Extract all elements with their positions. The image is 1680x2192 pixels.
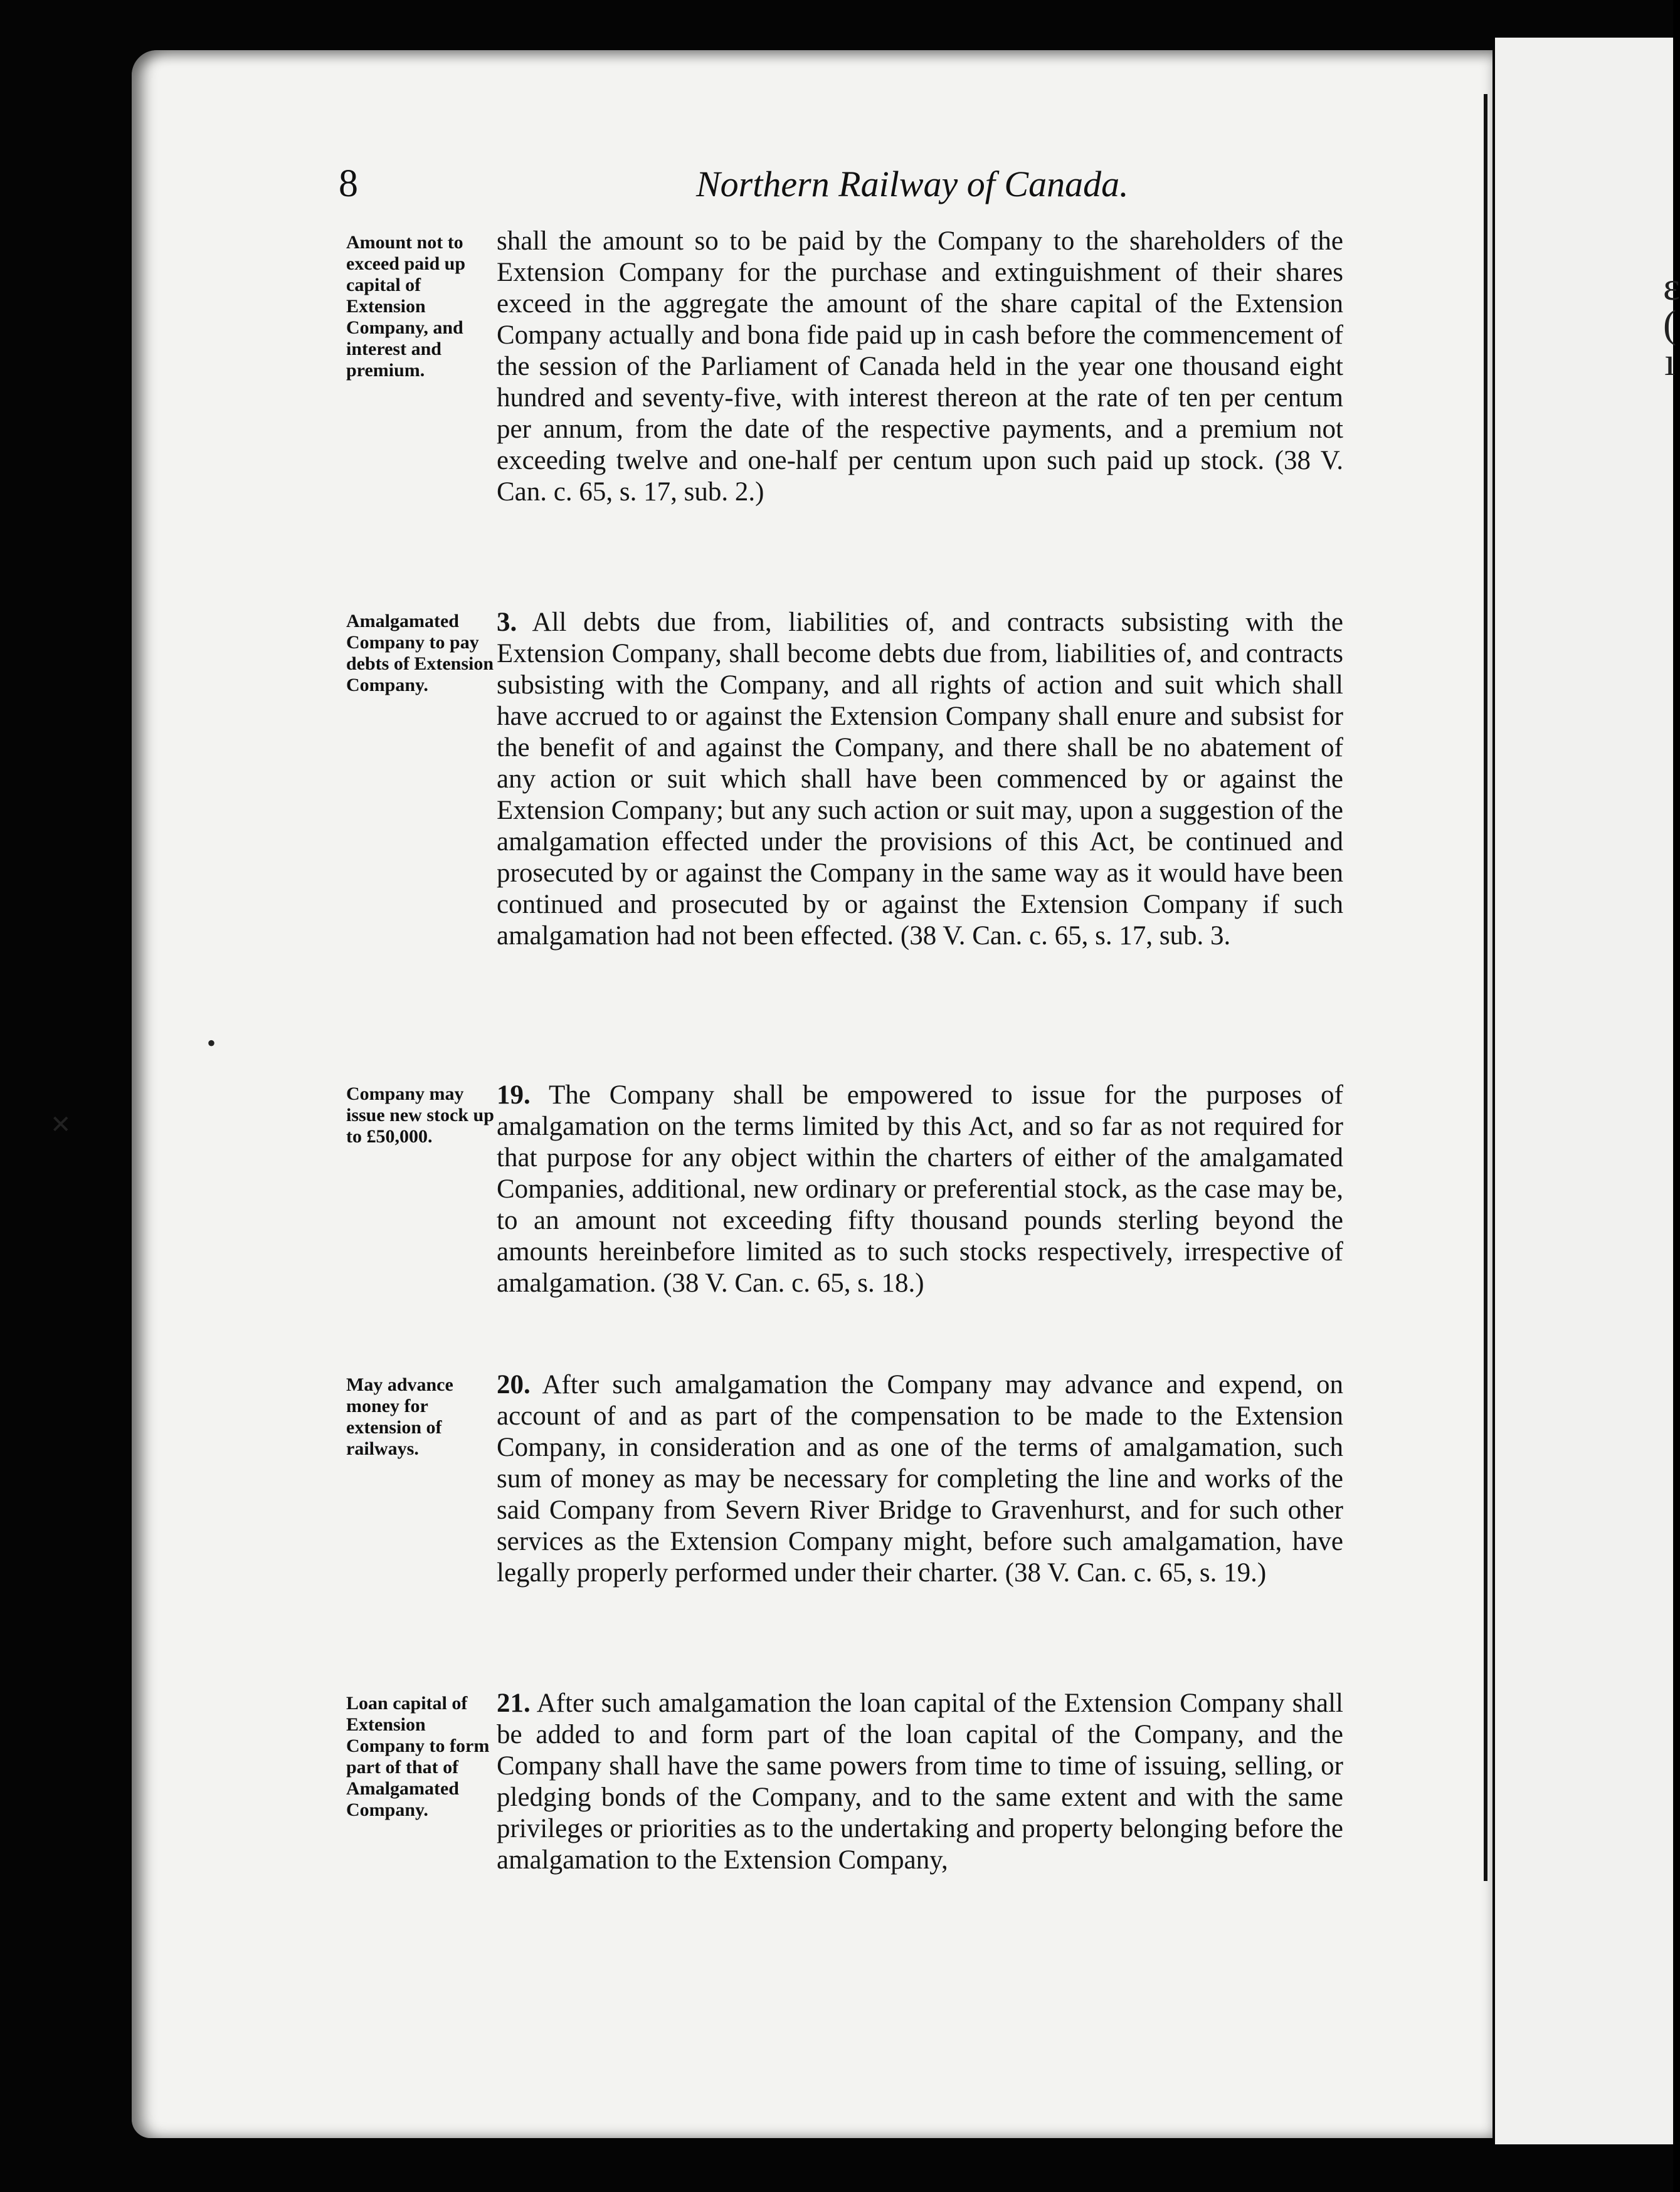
paragraph-text: After such amalgamation the loan capital of the Extension Company shall be added to and form part of the loan capital of the Company, and the Company shall have the same powers from time to time of issuing, selling, or pledging bonds of the Company, and to the same extent and with the same privileges or priorities as to the undertaking and property belonging before the amalgamation to the Extension Company,	[497, 1689, 1343, 1875]
paragraph-text: The Company shall be empowered to issue for the purposes of amalgamation on the terms limited by this Act, and so far as not required for that purpose for any object within the charters of either of the amalgamated Companies, additional, new ordinary or preferential stock, as the case may be, to an amount not exceeding fifty thousand pounds sterling beyond the amounts hereinbefore limited as to such stocks respectively, irrespective of amalgamation. (38 V. Can. c. 65, s. 18.)	[497, 1080, 1343, 1298]
margin-note: Amalgamated Company to pay debts of Extension Company.	[346, 611, 494, 695]
scan-speck: ✕	[50, 1110, 71, 1139]
section-number: 21.	[497, 1689, 531, 1718]
facing-page-fragment: ı	[1664, 339, 1676, 384]
margin-note: Loan capital of Extension Company to form part of that of Amalgamated Company.	[346, 1693, 490, 1820]
page-header	[0, 162, 1673, 212]
paragraph-text: After such amalgamation the Company may advance and expend, on account of and as part of the compensation to be made to the Extension Company, in consideration and as one of the terms of amalgamation, such sum of money as may be necessary for completing the line and works of the said Company from Severn River Bridge to Gravenhurst, and for such other services as the Extension Company might, before such amalgamation, have legally properly performed under their charter. (38 V. Can. c. 65, s. 19.)	[497, 1370, 1343, 1588]
page-gutter	[1484, 94, 1487, 1881]
page-number: 8	[339, 162, 358, 205]
facing-page-edge	[1495, 38, 1680, 2144]
paragraph-text: All debts due from, liabilities of, and contracts subsisting with the Extension Company, shall become debts due from, liabilities of, and contracts subsisting with the Company, and all rights of action and suit which shall have accrued to or against the Extension Company shall enure and subsist for the benefit of and against the Company, and there shall be no abatement of any action or suit which shall have been commenced by or against the Extension Company; but any such action or suit may, upon a suggestion of the amalgamation effected under the provisions of this Act, be continued and prosecuted by or against the Company in the same way as it would have been continued and prosecuted by or against the Extension Company if such amalgamation had not been effected. (38 V. Can. c. 65, s. 17, sub. 3.	[497, 608, 1343, 951]
facing-page-fragment: (	[1663, 302, 1677, 346]
margin-note: Company may issue new stock up to £50,000.	[346, 1083, 494, 1147]
facing-page-fragment: ɛ	[1663, 264, 1680, 308]
paragraph-text: shall the amount so to be paid by the Company to the shareholders of the Extension Company for the purchase and extinguishment of their shares exceed in the aggregate the amount of the share capital of the Extension Company actually and bona fide paid up in cash before the commencement of the session of the Parliament of Canada held in the year one thousand eight hundred and seventy-five, with interest thereon at the rate of ten per centum per annum, from the date of the respective payments, and a premium not exceeding twelve and one-half per centum upon such paid up stock. (38 V. Can. c. 65, s. 17, sub. 2.)	[497, 226, 1343, 507]
section-number: 3.	[497, 608, 517, 637]
section-paragraph	[497, 226, 1343, 508]
section-paragraph	[497, 1688, 1343, 1876]
scan-speck: •	[207, 1029, 216, 1057]
running-title: Northern Railway of Canada.	[696, 164, 1129, 204]
margin-note: Amount not to exceed paid up capital of Extension Company, and interest and premium.	[346, 232, 466, 381]
section-number: 19.	[497, 1080, 531, 1110]
section-number: 20.	[497, 1370, 531, 1399]
section-paragraph	[497, 607, 1343, 952]
section-paragraph	[497, 1369, 1343, 1589]
margin-note: May advance money for extension of railways.	[346, 1374, 453, 1459]
section-paragraph	[497, 1080, 1343, 1299]
